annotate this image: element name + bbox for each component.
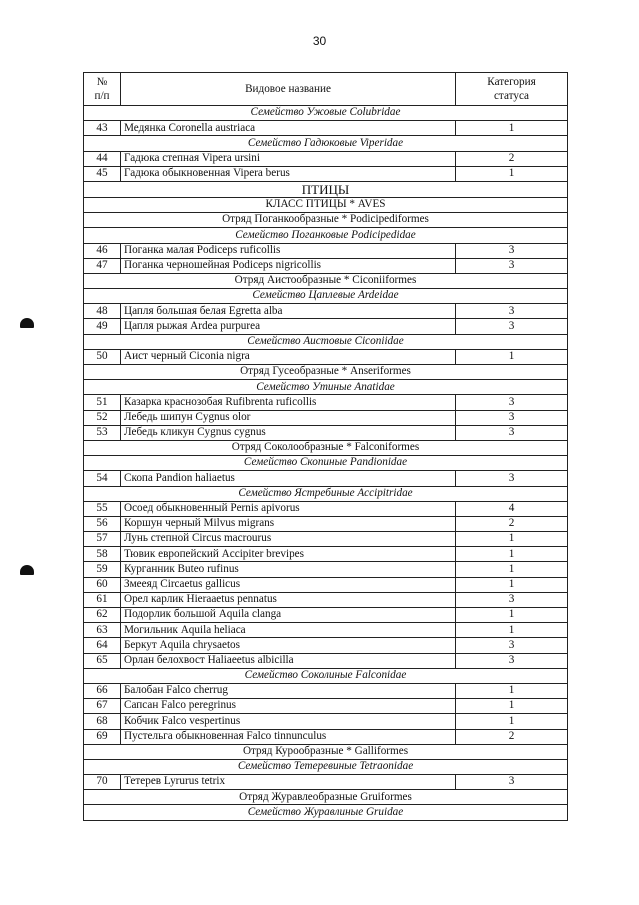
species-name: Орлан белохвост Haliaeetus albicilla xyxy=(121,653,456,668)
species-row xyxy=(84,775,568,790)
family-heading-text: Семейство Аистовые Ciconiidae xyxy=(84,334,568,349)
status-category: 3 xyxy=(456,410,568,425)
status-category: 1 xyxy=(456,121,568,136)
species-name: Могильник Aquila heliaca xyxy=(121,623,456,638)
species-row xyxy=(84,319,568,334)
species-name: Скопа Pandion haliaetus xyxy=(121,471,456,486)
species-number: 44 xyxy=(84,151,121,166)
species-number: 46 xyxy=(84,243,121,258)
status-category: 1 xyxy=(456,166,568,181)
species-number: 51 xyxy=(84,395,121,410)
category-header-line1: Категория xyxy=(487,76,536,88)
species-name: Сапсан Falco peregrinus xyxy=(121,699,456,714)
family-heading-row xyxy=(84,456,568,471)
species-row xyxy=(84,425,568,440)
order-heading-text: Отряд Поганкообразные * Podicipediformes xyxy=(84,213,568,228)
order-heading-text: Отряд Гусеобразные * Anseriformes xyxy=(84,365,568,380)
species-row xyxy=(84,683,568,698)
status-category: 1 xyxy=(456,683,568,698)
species-number: 50 xyxy=(84,349,121,364)
status-category: 3 xyxy=(456,304,568,319)
species-name: Цапля рыжая Ardea purpurea xyxy=(121,319,456,334)
species-number: 67 xyxy=(84,699,121,714)
status-category: 3 xyxy=(456,319,568,334)
species-number: 62 xyxy=(84,608,121,623)
species-row xyxy=(84,121,568,136)
section-heading-text: ПТИЦЫ xyxy=(84,181,568,197)
species-row xyxy=(84,395,568,410)
species-row xyxy=(84,304,568,319)
species-name: Коршун черный Milvus migrans xyxy=(121,516,456,531)
species-name: Казарка краснозобая Rufibrenta ruficollis xyxy=(121,395,456,410)
section-heading-row xyxy=(84,181,568,197)
species-row xyxy=(84,243,568,258)
species-name: Орел карлик Hieraaetus pennatus xyxy=(121,592,456,607)
species-number: 56 xyxy=(84,516,121,531)
name-column-header: Видовое название xyxy=(121,73,456,106)
species-row xyxy=(84,166,568,181)
class-heading-row xyxy=(84,197,568,212)
species-name: Аист черный Ciconia nigra xyxy=(121,349,456,364)
status-category: 2 xyxy=(456,516,568,531)
number-column-header xyxy=(84,73,121,106)
family-heading-text: Семейство Ужовые Colubridae xyxy=(84,106,568,121)
order-heading-row xyxy=(84,213,568,228)
species-row xyxy=(84,410,568,425)
species-row xyxy=(84,151,568,166)
species-row xyxy=(84,714,568,729)
order-heading-text: Отряд Соколообразные * Falconiformes xyxy=(84,440,568,455)
species-number: 48 xyxy=(84,304,121,319)
species-name: Лебедь кликун Cygnus cygnus xyxy=(121,425,456,440)
species-name: Беркут Aquila chrysaetos xyxy=(121,638,456,653)
species-number: 43 xyxy=(84,121,121,136)
order-heading-text: Отряд Журавлеобразные Gruiformes xyxy=(84,790,568,805)
order-heading-row xyxy=(84,440,568,455)
species-number: 47 xyxy=(84,258,121,273)
species-row xyxy=(84,638,568,653)
page-number: 30 xyxy=(312,34,327,48)
species-number: 68 xyxy=(84,714,121,729)
status-category: 3 xyxy=(456,775,568,790)
species-row xyxy=(84,471,568,486)
species-number: 65 xyxy=(84,653,121,668)
species-name: Кобчик Falco vespertinus xyxy=(121,714,456,729)
species-name: Поганка черношейная Podiceps nigricollis xyxy=(121,258,456,273)
family-heading-text: Семейство Поганковые Podicipedidae xyxy=(84,228,568,243)
species-row xyxy=(84,592,568,607)
species-number: 52 xyxy=(84,410,121,425)
status-category: 2 xyxy=(456,729,568,744)
status-category: 1 xyxy=(456,714,568,729)
number-header-line2: п/п xyxy=(94,90,110,102)
species-row xyxy=(84,547,568,562)
family-heading-text: Семейство Соколиные Falconidae xyxy=(84,668,568,683)
family-heading-row xyxy=(84,668,568,683)
species-number: 69 xyxy=(84,729,121,744)
species-number: 60 xyxy=(84,577,121,592)
order-heading-text: Отряд Аистообразные * Ciconiiformes xyxy=(84,273,568,288)
species-number: 59 xyxy=(84,562,121,577)
species-number: 49 xyxy=(84,319,121,334)
species-name: Цапля большая белая Egretta alba xyxy=(121,304,456,319)
family-heading-row xyxy=(84,805,568,820)
species-name: Змееяд Circaetus gallicus xyxy=(121,577,456,592)
species-row xyxy=(84,349,568,364)
species-row xyxy=(84,258,568,273)
status-category: 1 xyxy=(456,547,568,562)
family-heading-row xyxy=(84,136,568,151)
family-heading-text: Семейство Утиные Anatidae xyxy=(84,380,568,395)
species-row xyxy=(84,729,568,744)
species-number: 63 xyxy=(84,623,121,638)
species-table xyxy=(83,72,568,821)
status-category: 2 xyxy=(456,151,568,166)
species-number: 64 xyxy=(84,638,121,653)
status-category: 3 xyxy=(456,592,568,607)
species-row xyxy=(84,623,568,638)
species-name: Лунь степной Circus macrourus xyxy=(121,532,456,547)
family-heading-text: Семейство Скопиные Pandionidae xyxy=(84,456,568,471)
status-category: 3 xyxy=(456,243,568,258)
order-heading-text: Отряд Курообразные * Galliformes xyxy=(84,744,568,759)
species-name: Тювик европейский Accipiter brevipes xyxy=(121,547,456,562)
species-name: Гадюка степная Vipera ursini xyxy=(121,151,456,166)
table-body xyxy=(84,106,568,821)
number-header-line1: № xyxy=(96,76,108,88)
species-number: 55 xyxy=(84,501,121,516)
species-number: 70 xyxy=(84,775,121,790)
scan-mark xyxy=(20,565,34,575)
species-row xyxy=(84,501,568,516)
species-name: Лебедь шипун Cygnus olor xyxy=(121,410,456,425)
status-category: 1 xyxy=(456,699,568,714)
class-heading-text: КЛАСС ПТИЦЫ * AVES xyxy=(84,197,568,212)
family-heading-row xyxy=(84,334,568,349)
family-heading-text: Семейство Журавлиные Gruidae xyxy=(84,805,568,820)
species-name: Медянка Coronella austriaca xyxy=(121,121,456,136)
species-name: Поганка малая Podiceps ruficollis xyxy=(121,243,456,258)
status-category: 3 xyxy=(456,471,568,486)
species-number: 53 xyxy=(84,425,121,440)
species-row xyxy=(84,608,568,623)
status-category: 1 xyxy=(456,608,568,623)
family-heading-row xyxy=(84,486,568,501)
status-category: 3 xyxy=(456,653,568,668)
family-heading-row xyxy=(84,106,568,121)
species-name: Подорлик большой Aquila clanga xyxy=(121,608,456,623)
scan-mark xyxy=(20,318,34,328)
species-number: 61 xyxy=(84,592,121,607)
status-category: 1 xyxy=(456,562,568,577)
family-heading-text: Семейство Гадюковые Viperidae xyxy=(84,136,568,151)
species-number: 54 xyxy=(84,471,121,486)
family-heading-row xyxy=(84,759,568,774)
status-category: 1 xyxy=(456,532,568,547)
species-row xyxy=(84,516,568,531)
status-category: 4 xyxy=(456,501,568,516)
species-name: Балобан Falco cherrug xyxy=(121,683,456,698)
category-header-line2: статуса xyxy=(493,90,530,102)
table-header-row xyxy=(84,73,568,106)
status-category: 1 xyxy=(456,623,568,638)
status-category: 3 xyxy=(456,258,568,273)
species-name: Тетерев Lyrurus tetrix xyxy=(121,775,456,790)
order-heading-row xyxy=(84,365,568,380)
species-row xyxy=(84,699,568,714)
species-number: 58 xyxy=(84,547,121,562)
order-heading-row xyxy=(84,273,568,288)
family-heading-row xyxy=(84,289,568,304)
status-category: 1 xyxy=(456,577,568,592)
order-heading-row xyxy=(84,744,568,759)
species-name: Пустельга обыкновенная Falco tinnunculus xyxy=(121,729,456,744)
species-row xyxy=(84,577,568,592)
status-category: 1 xyxy=(456,349,568,364)
species-number: 66 xyxy=(84,683,121,698)
species-row xyxy=(84,653,568,668)
species-number: 45 xyxy=(84,166,121,181)
category-column-header xyxy=(456,73,568,106)
status-category: 3 xyxy=(456,638,568,653)
species-name: Гадюка обыкновенная Vipera berus xyxy=(121,166,456,181)
family-heading-row xyxy=(84,228,568,243)
family-heading-text: Семейство Цаплевые Ardeidae xyxy=(84,289,568,304)
species-number: 57 xyxy=(84,532,121,547)
species-name: Осоед обыкновенный Pernis apivorus xyxy=(121,501,456,516)
species-row xyxy=(84,562,568,577)
species-name: Курганник Buteo rufinus xyxy=(121,562,456,577)
status-category: 3 xyxy=(456,395,568,410)
status-category: 3 xyxy=(456,425,568,440)
family-heading-text: Семейство Ястребиные Accipitridae xyxy=(84,486,568,501)
family-heading-row xyxy=(84,380,568,395)
family-heading-text: Семейство Тетеревиные Tetraonidae xyxy=(84,759,568,774)
species-row xyxy=(84,532,568,547)
order-heading-row xyxy=(84,790,568,805)
